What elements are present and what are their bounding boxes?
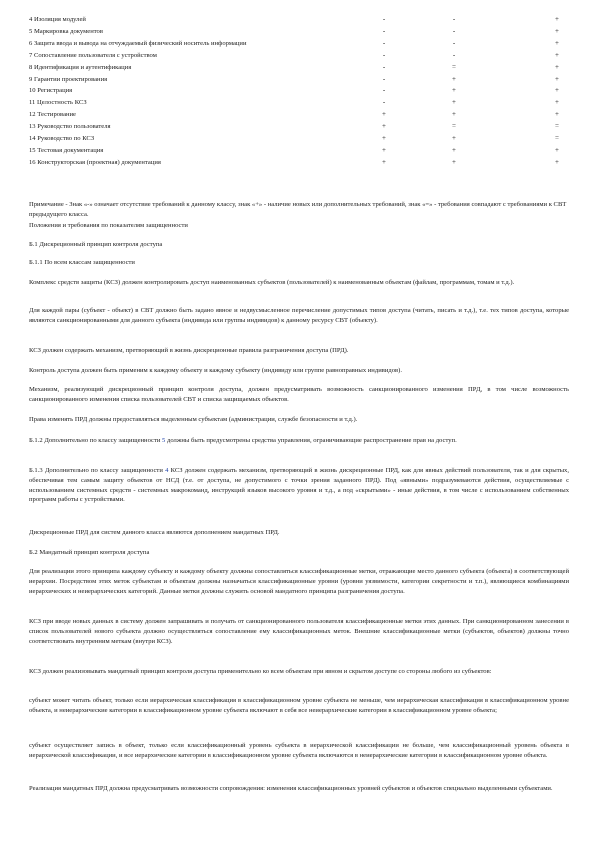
class-mark: + xyxy=(382,122,386,131)
paragraph-b1-3-rest: КСЗ должен содержать механизм, претворяющий в жизнь дискреционные ПРД, как для явных действий пользователя, так и для скрытых, обеспечивая тем самым защиту объектов от НСД (т.е. от доступа, не допустимого с точки зрения заданного ПРД). Под «явными» подразумеваются действия, осуществляемые с использованием системных средств - системных макрокоманд, инструкций языков высокого уровня и т.д., а под «скрытыми» - иные действия, в том числе с использованием собственных программ работы с устройствами. xyxy=(29,467,569,504)
paragraph-classification-labels: Для реализации этого принципа каждому субъекту и каждому объекту должны сопоставляться классификационные метки, отражающие место данного субъекта (объекта) в соответствующей иерархии. Посредством этих меток субъектам и объектам должны назначаться классификационные уровни (уровни уязвимости, категории секретности и т.п.), являющиеся комбинациями иерархических и неиерархических категорий. Данные метки должны служить основой мандатного принципа разграничения доступа. xyxy=(29,568,569,595)
paragraph-mandatory-maintenance: Реализация мандатных ПРД должна предусматривать возможности сопровождения: изменения классификационных уровней субъектов и объектов специально выделенными субъектами. xyxy=(29,785,553,792)
table-note: Примечание - Знак «-» означает отсутствие требований к данному классу, знак «+» - наличие новых или дополнительных требований, знак «=» - требования совпадают с требованиями к СВТ предыдущего класса. xyxy=(29,201,567,218)
requirement-name: 14 Руководство по КСЗ xyxy=(29,135,95,143)
class-mark: - xyxy=(382,98,386,107)
requirement-name: 16 Конструкторская (проектная) документация xyxy=(29,158,161,166)
requirement-name: 7 Сопоставление пользователя с устройством xyxy=(29,51,157,59)
class-mark: + xyxy=(555,62,559,71)
class-mark: + xyxy=(452,110,456,119)
paragraph-b1-2 xyxy=(29,436,569,446)
class-mark: - xyxy=(382,62,386,71)
requirement-name: 5 Маркировка документов xyxy=(29,27,103,35)
table-row xyxy=(29,38,595,50)
class-mark: + xyxy=(555,110,559,119)
class-mark: - xyxy=(452,26,456,35)
paragraph-ksz-control: Комплекс средств защиты (КСЗ) должен контролировать доступ наименованных субъектов (пользователей) к наименованным объектам (файлам, программам, томам и т.д.). xyxy=(29,279,515,286)
class-mark: + xyxy=(382,157,386,166)
class-mark: - xyxy=(452,15,456,23)
class-4-link[interactable]: 4 xyxy=(165,467,169,474)
requirement-name: 10 Регистрация xyxy=(29,87,73,95)
paragraph-discretionary-supplement: Дискреционные ПРД для систем данного класса являются дополнением мандатных ПРД. xyxy=(29,529,280,536)
section-heading: Положения и требования по показателям защищенности xyxy=(29,222,188,229)
class-mark: + xyxy=(555,38,559,47)
class-mark: + xyxy=(452,134,456,143)
class-mark: + xyxy=(555,86,559,95)
class-5-link[interactable]: 5 xyxy=(162,437,166,444)
class-mark: + xyxy=(555,74,559,83)
class-mark: + xyxy=(555,26,559,35)
class-mark: + xyxy=(382,110,386,119)
table-row xyxy=(29,121,595,133)
requirement-name: 13 Руководство пользователя xyxy=(29,123,111,131)
paragraph-new-data-labels: КСЗ при вводе новых данных в систему должен запрашивать и получать от санкционированного пользователя классификационные метки этих данных. При санкционированном занесении в список пользователей нового субъекта должно осуществляться сопоставление ему классификационных меток. Внешние классификационные метки (субъектов, объектов) должны точно соответствовать внутренним меткам (внутри КСЗ). xyxy=(29,618,569,645)
class-mark: + xyxy=(452,145,456,154)
class-mark: + xyxy=(555,15,559,23)
paragraph-b1-2-rest: должны быть предусмотрены средства управления, ограничивающие распространение прав на доступ. xyxy=(165,437,457,444)
requirements-table-body xyxy=(29,14,595,169)
table-row xyxy=(29,109,595,121)
class-mark: - xyxy=(382,74,386,83)
table-row xyxy=(29,133,595,145)
table-row xyxy=(29,50,595,62)
class-mark: + xyxy=(452,86,456,95)
paragraph-write-rule: субъект осуществляет запись в объект, только если классификационный уровень субъекта в иерархической классификации не больше, чем классификационный уровень объекта в иерархической классификации, и все иерархические категории в классификационном уровне субъекта включаются в неиерархические категории в классификационном уровне объекта. xyxy=(29,742,569,759)
paragraph-b1-3 xyxy=(29,466,569,505)
class-mark: + xyxy=(555,145,559,154)
paragraph-mandatory-all-objects: КСЗ должен реализовывать мандатный принцип контроля доступа применительно ко всем объектам при явном и скрытом доступе со стороны любого из субъектов: xyxy=(29,668,492,675)
table-row xyxy=(29,62,595,74)
table-row xyxy=(29,97,595,109)
class-mark: - xyxy=(382,26,386,35)
table-row xyxy=(29,74,595,86)
requirement-name: 4 Изоляция модулей xyxy=(29,16,86,23)
class-mark: + xyxy=(382,145,386,154)
table-row xyxy=(29,145,595,157)
paragraph-read-rule: субъект может читать объект, только если иерархическая классификация в классификационном уровне субъекта не меньше, чем иерархическая классификация в классификационном уровне объекта, и неиерархические категории в классификационном уровне субъекта включают в себя все неиерархические категории в классификационном уровне объекта; xyxy=(29,697,569,714)
requirements-table xyxy=(29,14,595,169)
paragraph-prd-change: Механизм, реализующий дискреционный принцип контроля доступа, должен предусматривать возможность санкционированного изменения ПРД, в том числе возможность санкционированного изменения списка пользователей СВТ и списка защищаемых объектов. xyxy=(29,386,569,403)
class-mark: + xyxy=(382,134,386,143)
class-mark: - xyxy=(452,50,456,59)
requirement-name: 9 Гарантии проектирования xyxy=(29,75,108,83)
requirement-name: 8 Идентификация и аутентификация xyxy=(29,63,132,71)
table-row xyxy=(29,157,595,169)
class-mark: = xyxy=(452,122,456,131)
paragraph-subject-object-pairs: Для каждой пары (субъект - объект) в СВТ должно быть задано явное и недвусмысленное перечисление допустимых типов доступа (читать, писать и т.д.), т.е. тех типов доступа, которые являются санкционированными для данного субъекта (индивида или группы индивидов) к данному ресурсу СВТ (объекту). xyxy=(29,307,569,324)
class-mark: + xyxy=(555,157,559,166)
requirement-name: 15 Тестовая документация xyxy=(29,146,104,154)
class-mark: + xyxy=(555,50,559,59)
section-b1-title: Б.1 Дискреционный принцип контроля доступа xyxy=(29,241,163,248)
class-mark: - xyxy=(382,50,386,59)
class-mark: - xyxy=(382,15,386,23)
class-mark: - xyxy=(382,38,386,47)
table-row xyxy=(29,85,595,97)
class-mark: + xyxy=(452,74,456,83)
paragraph-prd-rights: Права изменять ПРД должны предоставляться выделенным субъектам (администрации, службе безопасности и т.д.). xyxy=(29,416,358,423)
class-mark: = xyxy=(452,62,456,71)
class-mark: = xyxy=(555,134,559,143)
paragraph-b1-2-lead: Б.1.2 Дополнительно по классу защищенности xyxy=(29,437,163,444)
table-row xyxy=(29,26,595,38)
requirement-name: 11 Целостность КСЗ xyxy=(29,99,87,107)
class-mark: - xyxy=(452,38,456,47)
class-mark: + xyxy=(452,98,456,107)
paragraph-discretionary-mechanism: КСЗ должен содержать механизм, претворяющий в жизнь дискреционные правила разграничения доступа (ПРД). xyxy=(29,347,349,354)
class-mark: = xyxy=(555,122,559,131)
section-b2-title: Б.2 Мандатный принцип контроля доступа xyxy=(29,549,150,556)
requirement-name: 6 Защита ввода и вывода на отчуждаемый физический носитель информации xyxy=(29,39,247,47)
table-row xyxy=(29,14,595,26)
class-mark: + xyxy=(555,98,559,107)
paragraph-b1-3-lead: Б.1.3 Дополнительно по классу защищенности xyxy=(29,467,166,474)
class-mark: - xyxy=(382,86,386,95)
class-mark: + xyxy=(452,157,456,166)
section-b1-1-title: Б.1.1 По всем классам защищенности xyxy=(29,259,135,266)
requirement-name: 12 Тестирование xyxy=(29,111,76,119)
paragraph-access-control-scope: Контроль доступа должен быть применим к каждому объекту и каждому субъекту (индивиду или группе равноправных индивидов). xyxy=(29,367,402,374)
